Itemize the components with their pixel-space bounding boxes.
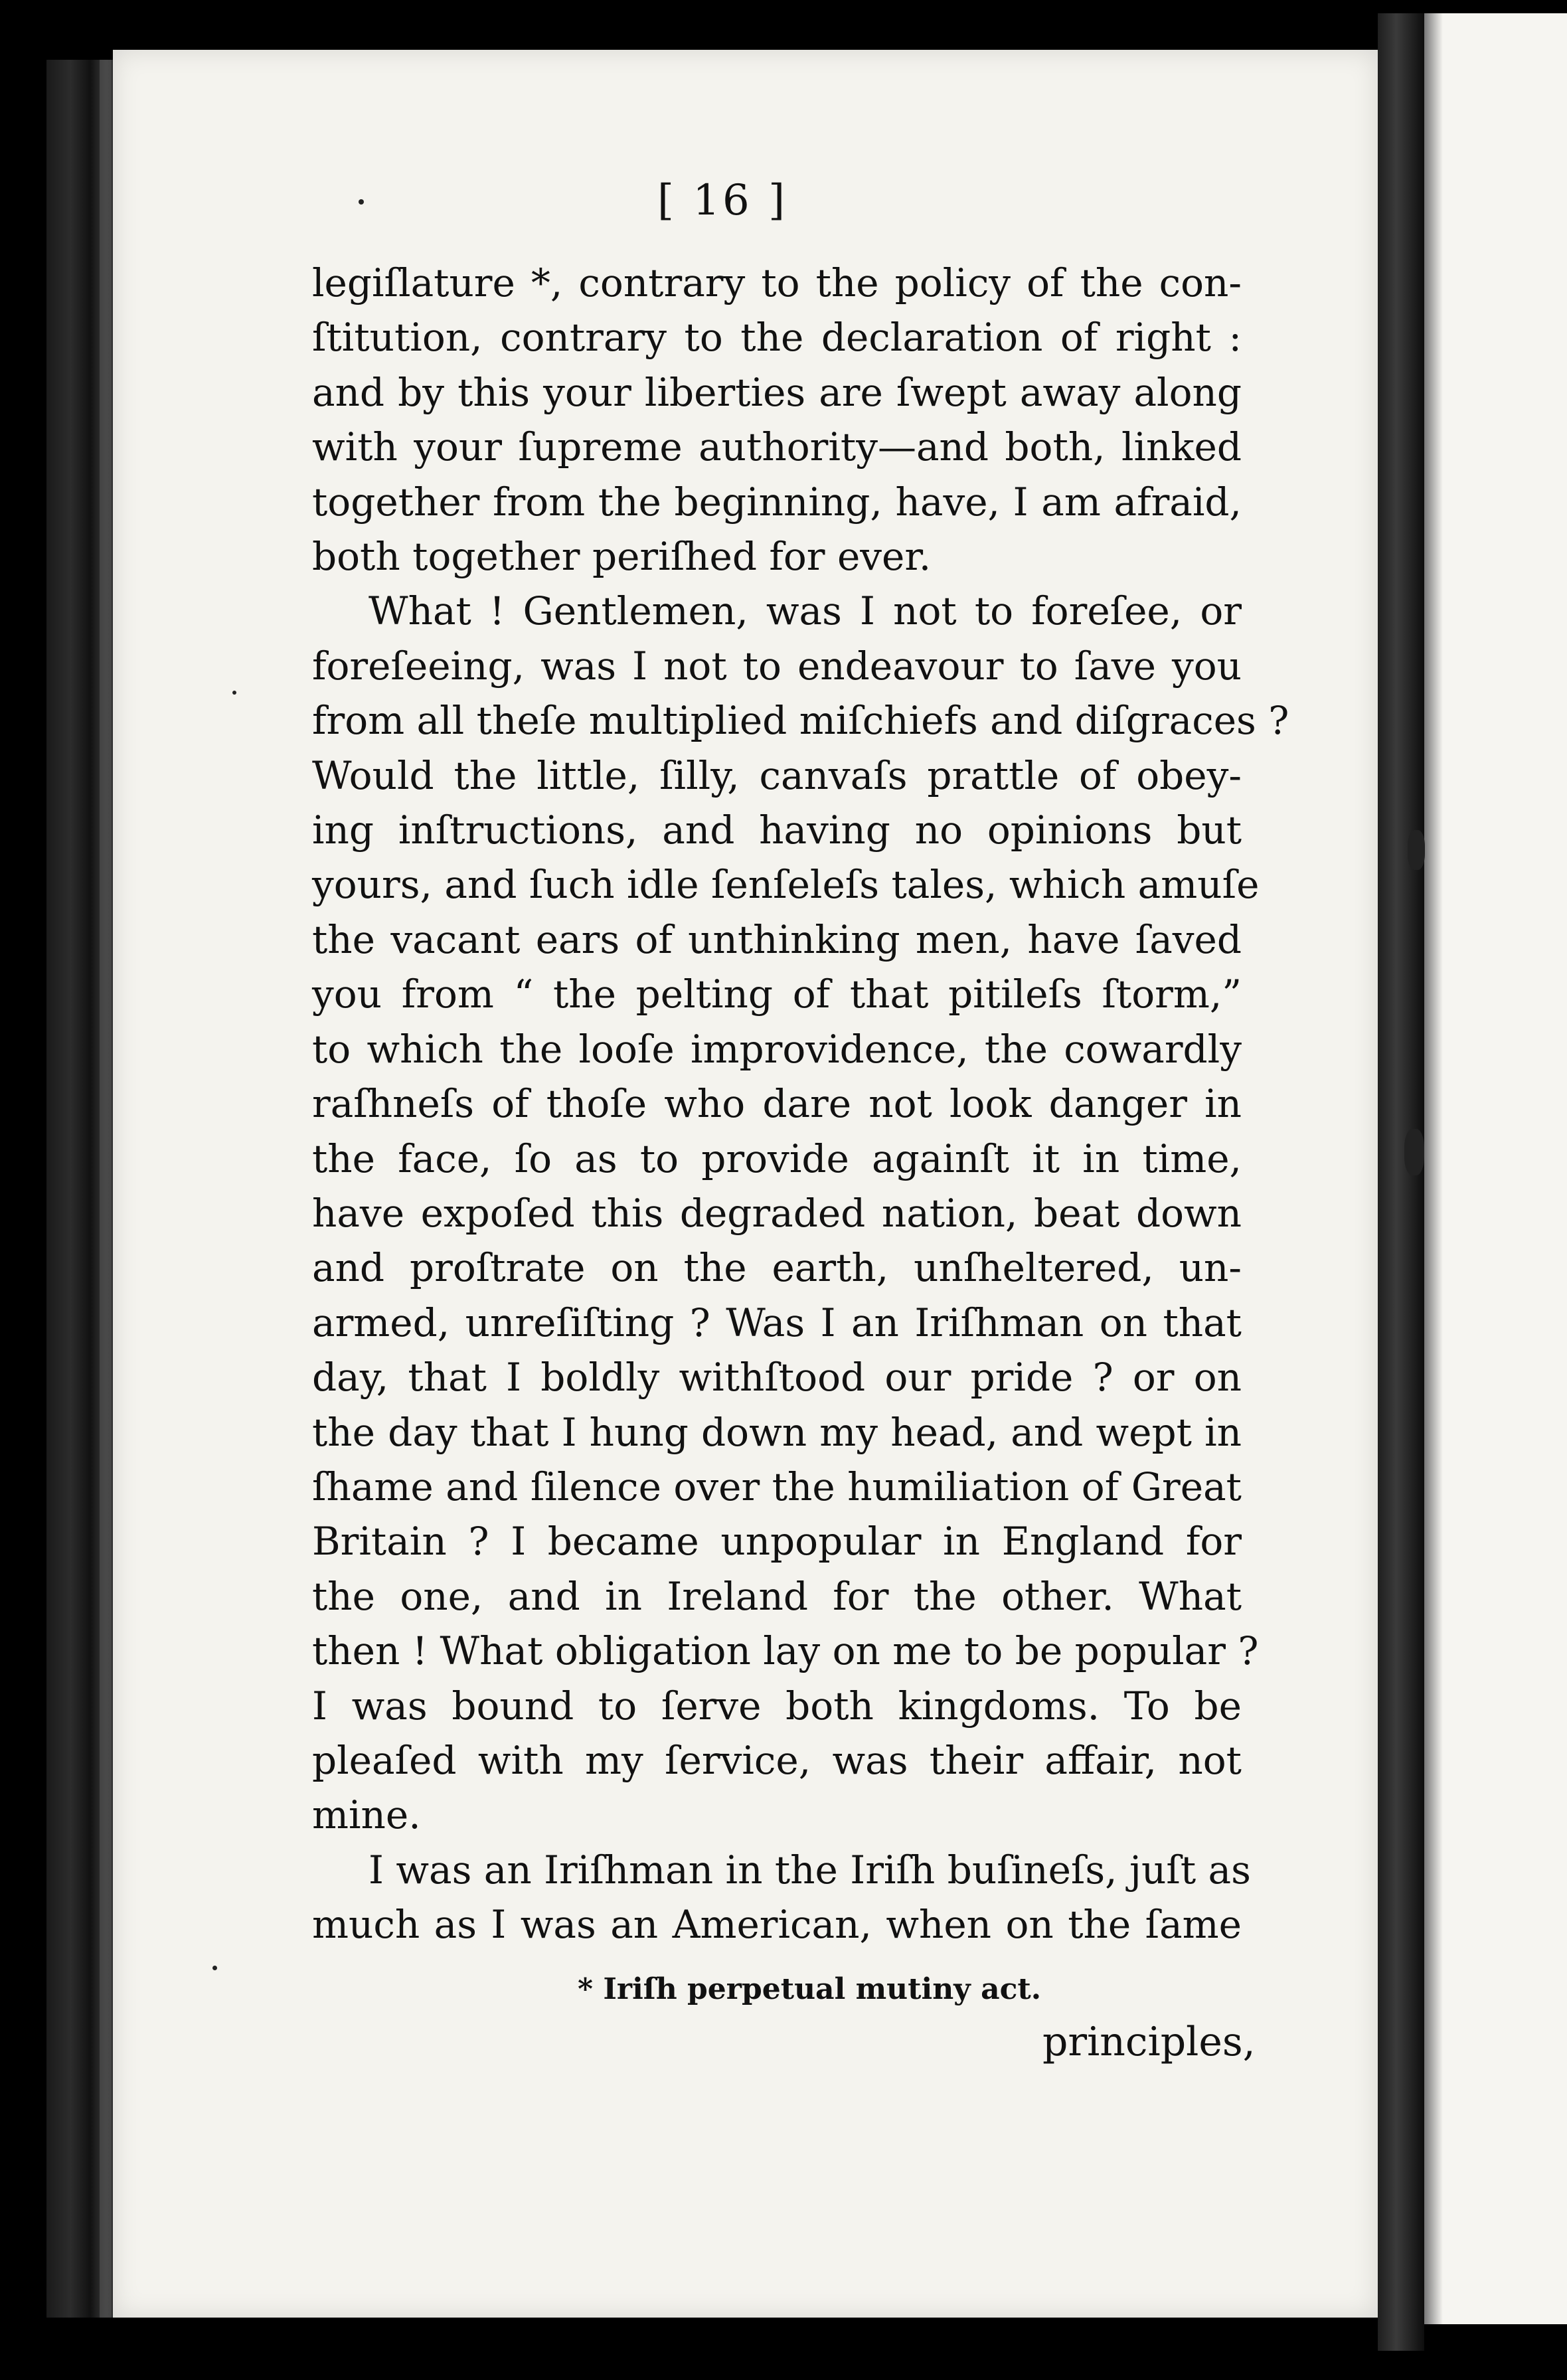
body-line: and by this your liberties are ſwept away along xyxy=(312,369,1242,415)
ink-speck xyxy=(359,199,364,205)
page-number: [ 16 ] xyxy=(657,176,788,225)
body-line: I was bound to ſerve both kingdoms. To be xyxy=(312,1683,1242,1729)
ink-speck xyxy=(212,1966,217,1970)
body-line: the one, and in Ireland for the other. What xyxy=(312,1573,1242,1619)
body-line: then ! What obligation lay on me to be popular ? xyxy=(312,1628,1259,1674)
ink-speck xyxy=(1404,1129,1424,1175)
body-line: together from the beginning, have, I am afraid, xyxy=(312,479,1242,525)
body-line: Would the little, ſilly, canvaſs prattle of obey- xyxy=(312,752,1242,798)
body-line: ſtitution, contrary to the declaration of right : xyxy=(312,315,1242,361)
body-line: day, that I boldly withſtood our pride ? or on xyxy=(312,1355,1242,1401)
body-line: I was an Iriſhman in the Iriſh buſineſs, juſt as xyxy=(369,1847,1251,1893)
spine-edge xyxy=(100,60,112,2318)
next-page xyxy=(1424,13,1567,2324)
body-line: and proſtrate on the earth, unſheltered, un- xyxy=(312,1245,1242,1291)
body-line: raſhneſs of thoſe who dare not look danger in xyxy=(312,1081,1242,1127)
body-line: yours, and ſuch idle ſenſeleſs tales, which amuſe xyxy=(312,862,1260,908)
body-line: the face, ſo as to provide againſt it in time, xyxy=(312,1136,1242,1181)
body-text xyxy=(312,256,1289,1952)
footnote: * Iriſh perpetual mutiny act. xyxy=(578,1972,1042,2006)
body-line: ſhame and ſilence over the humiliation of Great xyxy=(312,1464,1242,1509)
body-line: legiſlature *, contrary to the policy of the con- xyxy=(312,260,1242,305)
body-line: with your ſupreme authority—and both, linked xyxy=(312,424,1242,470)
body-line: to which the looſe improvidence, the cowardly xyxy=(312,1026,1242,1072)
body-line: from all theſe multiplied miſchiefs and diſgraces ? xyxy=(312,698,1289,744)
catchword: principles, xyxy=(1042,2019,1256,2065)
page-gutter xyxy=(1378,13,1424,2351)
body-line: mine. xyxy=(312,1792,421,1838)
body-line: Britain ? I became unpopular in England for xyxy=(312,1519,1242,1565)
body-line: armed, unreſiſting ? Was I an Iriſhman on that xyxy=(312,1300,1242,1345)
body-line: foreſeeing, was I not to endeavour to ſave you xyxy=(312,643,1242,689)
body-line: the vacant ears of unthinking men, have ſaved xyxy=(312,916,1242,962)
ink-speck xyxy=(1408,830,1425,870)
body-line: ing inſtructions, and having no opinions but xyxy=(312,808,1242,853)
ink-speck xyxy=(232,691,236,695)
body-line: you from “ the pelting of that pitileſs ſtorm,” xyxy=(312,972,1242,1017)
body-line: much as I was an American, when on the ſame xyxy=(312,1902,1242,1948)
body-line: have expoſed this degraded nation, beat down xyxy=(312,1190,1242,1236)
body-line: What ! Gentlemen, was I not to foreſee, or xyxy=(369,588,1242,634)
next-page-shadow xyxy=(1424,13,1443,2324)
body-line: pleaſed with my ſervice, was their affair, not xyxy=(312,1737,1242,1783)
body-line: the day that I hung down my head, and wept in xyxy=(312,1409,1242,1455)
body-line: both together periſhed for ever. xyxy=(312,534,932,580)
